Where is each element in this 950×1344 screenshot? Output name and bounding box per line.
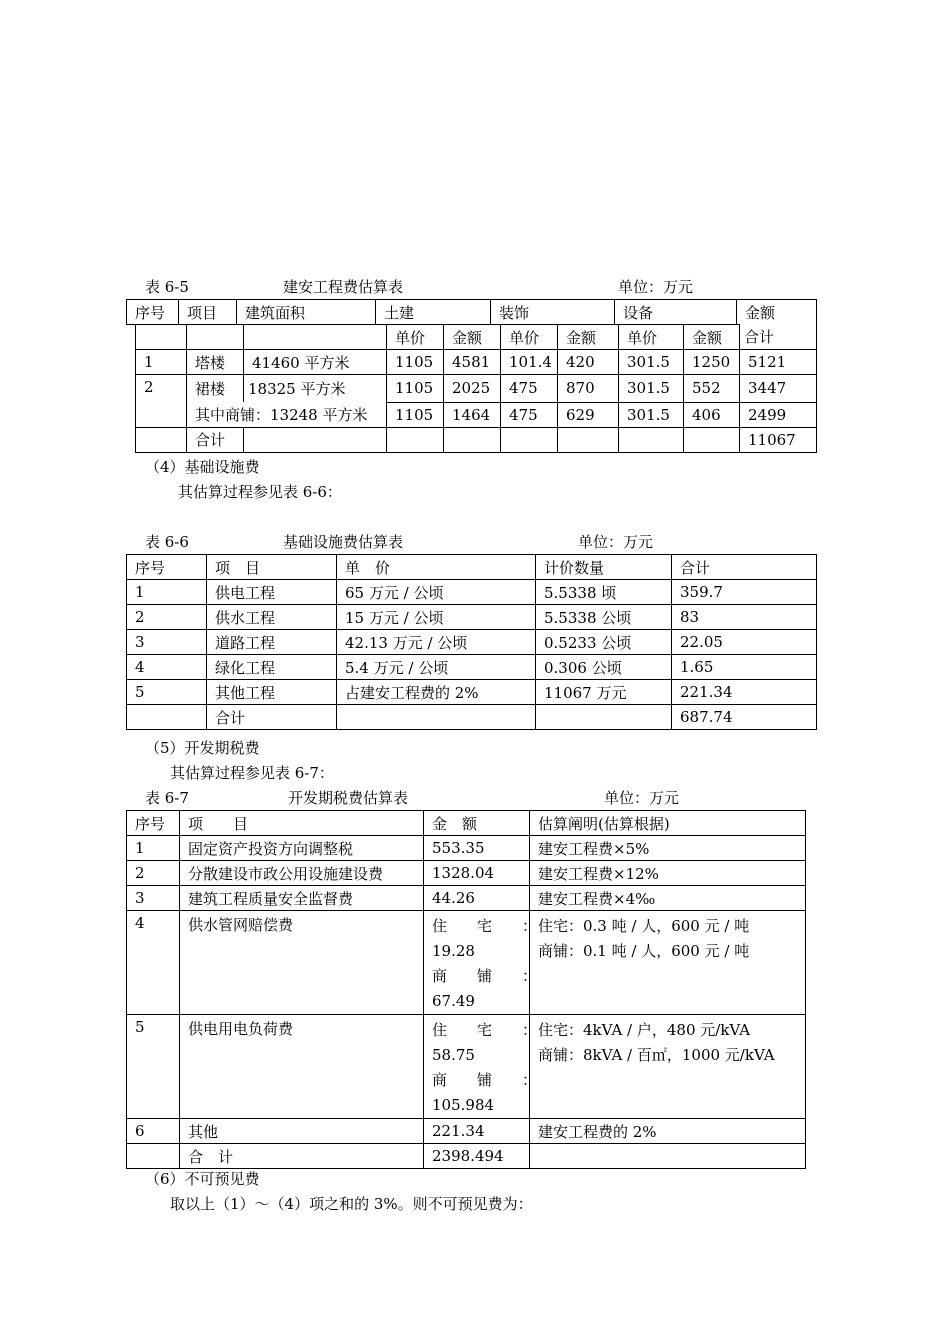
- cell-seq: 1: [127, 580, 207, 605]
- cell-price: 占建安工程费的 2%: [337, 680, 536, 705]
- cell-amount: 44.26: [424, 886, 530, 911]
- basis-line: 住宅：0.3 吨 / 人，600 元 / 吨: [538, 917, 750, 935]
- cell-total: 359.7: [672, 580, 817, 605]
- col-seq: 序号: [127, 555, 207, 580]
- cell-seq: 2: [127, 605, 207, 630]
- table-6-7: [126, 810, 806, 1169]
- table-row: [127, 886, 806, 911]
- cell-qty: 0.306 公顷: [536, 655, 672, 680]
- cell-sum-label: 合计: [187, 427, 244, 452]
- col-qty: 计价数量: [536, 555, 672, 580]
- amount-line: 58.75: [432, 1046, 475, 1064]
- cell-amount: 553.35: [424, 836, 530, 861]
- cell-total: 2499: [740, 402, 817, 427]
- table-sum-row: [127, 1144, 806, 1169]
- section-5-heading: （5）开发期税费: [145, 739, 260, 757]
- amount-line: 商 铺 ：: [432, 1071, 538, 1089]
- table-6-6-label: 表 6-6: [145, 533, 189, 551]
- cell-seq: 5: [127, 680, 207, 705]
- table-row: [127, 580, 817, 605]
- cell-civil-amt: 1464: [444, 402, 501, 427]
- cell-sum-label: 合 计: [180, 1144, 424, 1169]
- section-4-heading: （4）基础设施费: [145, 458, 260, 476]
- cell-area: 18325 平方米: [244, 375, 387, 403]
- cell-total: 1.65: [672, 655, 817, 680]
- deco-unit-price-head: 单价: [501, 325, 558, 350]
- cell-price: 65 万元 / 公顷: [337, 580, 536, 605]
- cell-deco-amt: 420: [558, 350, 619, 375]
- table-6-5-header: [126, 299, 817, 325]
- cell-seq: 4: [127, 911, 180, 1015]
- col-amount: 金额: [737, 300, 817, 325]
- cell-sum-total: 11067: [740, 427, 817, 452]
- cell-item: 供电用电负荷费: [180, 1015, 424, 1119]
- cell-item: 道路工程: [207, 630, 337, 655]
- cell-amount: [424, 911, 538, 1015]
- cell-item: 其他: [180, 1119, 424, 1144]
- civil-amount-head: 金额: [444, 325, 501, 350]
- col-item: 项 目: [180, 811, 424, 836]
- amount-line: 住 宅 ：: [432, 917, 538, 935]
- col-deco: 装饰: [491, 300, 615, 325]
- cell-item: 分散建设市政公用设施建设费: [180, 861, 424, 886]
- table-row: [127, 605, 817, 630]
- cell-equip-amt: 406: [684, 402, 740, 427]
- cell-seq: 4: [127, 655, 207, 680]
- cell-item: 绿化工程: [207, 655, 337, 680]
- cell-equip-amt: 552: [684, 375, 740, 403]
- cell-basis: 建安工程费×4‰: [530, 886, 806, 911]
- equip-unit-price-head: 单价: [619, 325, 684, 350]
- deco-amount-head: 金额: [558, 325, 619, 350]
- table-row: [127, 680, 817, 705]
- cell-seq: 5: [127, 1015, 180, 1119]
- table-row: [136, 375, 817, 403]
- cell-seq: 3: [127, 630, 207, 655]
- cell-seq: 3: [127, 886, 180, 911]
- basis-line: 商铺：8kVA / 百㎡，1000 元/kVA: [538, 1046, 775, 1064]
- cell-total: 221.34: [672, 680, 817, 705]
- cell-seq: 6: [127, 1119, 180, 1144]
- cell-item: 塔楼: [187, 350, 244, 375]
- table-6-7-title: 开发期税费估算表: [288, 789, 409, 807]
- cell-total: 22.05: [672, 630, 817, 655]
- cell-civil-up: 1105: [387, 375, 444, 403]
- cell-civil-up: 1105: [387, 402, 444, 427]
- section-5-text: 其估算过程参见表 6-7：: [170, 764, 334, 782]
- section-4-text: 其估算过程参见表 6-6：: [178, 483, 342, 501]
- table-sum-row: [127, 705, 817, 730]
- cell-item: 固定资产投资方向调整税: [180, 836, 424, 861]
- cell-qty: 5.5338 公顷: [536, 605, 672, 630]
- table-6-6-unit: 单位：万元: [578, 533, 654, 551]
- col-item: 项目: [179, 300, 237, 325]
- cell-deco-up: 101.4: [501, 350, 558, 375]
- cell-basis: [530, 1015, 806, 1119]
- amount-line: 105.984: [432, 1096, 495, 1114]
- cell-price: 42.13 万元 / 公顷: [337, 630, 536, 655]
- cell-equip-up: 301.5: [619, 375, 684, 403]
- cell-total: 83: [672, 605, 817, 630]
- cell-total: 3447: [740, 375, 817, 403]
- basis-line: 住宅：4kVA / 户，480 元/kVA: [538, 1021, 751, 1039]
- cell-basis: [530, 911, 806, 1015]
- table-row: [127, 655, 817, 680]
- cell-amount: [424, 1015, 538, 1119]
- cell-qty: 11067 万元: [536, 680, 672, 705]
- col-total: 合计: [672, 555, 817, 580]
- amount-line: 住 宅 ：: [432, 1021, 538, 1039]
- cell-sum-total: 687.74: [672, 705, 817, 730]
- col-seq: 序号: [127, 811, 180, 836]
- cell-seq: 1: [127, 836, 180, 861]
- cell-item: 供水管网赔偿费: [180, 911, 424, 1015]
- table-row: [127, 630, 817, 655]
- col-amount: 金 额: [424, 811, 530, 836]
- cell-sum-label: 合计: [207, 705, 337, 730]
- table-row: [136, 350, 817, 375]
- cell-amount: 1328.04: [424, 861, 530, 886]
- table-6-5-unit: 单位：万元: [618, 278, 694, 296]
- cell-seq: 1: [136, 350, 187, 375]
- equip-amount-head: 金额: [684, 325, 740, 350]
- col-price: 单 价: [337, 555, 536, 580]
- cell-civil-up: 1105: [387, 350, 444, 375]
- cell-qty: 0.5233 公顷: [536, 630, 672, 655]
- table-row: [127, 836, 806, 861]
- col-area: 建筑面积: [237, 300, 376, 325]
- table-6-6-title: 基础设施费估算表: [283, 533, 404, 551]
- cell-basis: 建安工程费的 2%: [530, 1119, 806, 1144]
- cell-basis: 建安工程费×5%: [530, 836, 806, 861]
- basis-line: 商铺：0.1 吨 / 人，600 元 / 吨: [538, 942, 750, 960]
- table-row: [127, 911, 806, 1015]
- cell-item: 建筑工程质量安全监督费: [180, 886, 424, 911]
- section-6-text: 取以上（1）～（4）项之和的 3%。则不可预见费为：: [170, 1195, 533, 1213]
- table-sum-row: [136, 427, 817, 452]
- amount-line: 商 铺 ：: [432, 967, 538, 985]
- cell-deco-up: 475: [501, 375, 558, 403]
- col-seq: 序号: [127, 300, 179, 325]
- cell-price: 5.4 万元 / 公顷: [337, 655, 536, 680]
- cell-civil-amt: 4581: [444, 350, 501, 375]
- cell-civil-amt: 2025: [444, 375, 501, 403]
- cell-item: 其中商铺：13248 平方米: [187, 402, 387, 427]
- cell-seq: 2: [136, 375, 187, 403]
- cell-sum-amount: 2398.494: [424, 1144, 530, 1169]
- cell-qty: 5.5338 顷: [536, 580, 672, 605]
- cell-equip-up: 301.5: [619, 350, 684, 375]
- cell-item: 裙楼: [187, 375, 244, 403]
- total-head: 合计: [740, 325, 817, 350]
- table-row: [127, 861, 806, 886]
- cell-basis: 建安工程费×12%: [530, 861, 806, 886]
- table-6-5-label: 表 6-5: [145, 278, 189, 296]
- table-6-6: [126, 554, 817, 730]
- table-row: [136, 402, 817, 427]
- table-6-7-unit: 单位：万元: [604, 789, 680, 807]
- col-basis: 估算阐明(估算根据): [530, 811, 806, 836]
- cell-item: 供电工程: [207, 580, 337, 605]
- table-row: [127, 1119, 806, 1144]
- cell-deco-amt: 870: [558, 375, 619, 403]
- amount-line: 19.28: [432, 942, 475, 960]
- table-6-5-body: [135, 324, 817, 453]
- cell-item: 其他工程: [207, 680, 337, 705]
- civil-unit-price-head: 单价: [387, 325, 444, 350]
- cell-item: 供水工程: [207, 605, 337, 630]
- cell-deco-up: 475: [501, 402, 558, 427]
- cell-total: 5121: [740, 350, 817, 375]
- table-6-7-label: 表 6-7: [145, 789, 189, 807]
- cell-equip-amt: 1250: [684, 350, 740, 375]
- cell-equip-up: 301.5: [619, 402, 684, 427]
- cell-deco-amt: 629: [558, 402, 619, 427]
- table-6-5-title: 建安工程费估算表: [283, 278, 404, 296]
- col-item: 项 目: [207, 555, 337, 580]
- table-row: [127, 1015, 806, 1119]
- cell-amount: 221.34: [424, 1119, 530, 1144]
- cell-price: 15 万元 / 公顷: [337, 605, 536, 630]
- section-6-heading: （6）不可预见费: [145, 1170, 260, 1188]
- amount-line: 67.49: [432, 992, 475, 1010]
- cell-area: 41460 平方米: [244, 350, 387, 375]
- col-civil: 土建: [376, 300, 491, 325]
- col-equip: 设备: [615, 300, 737, 325]
- cell-seq: 2: [127, 861, 180, 886]
